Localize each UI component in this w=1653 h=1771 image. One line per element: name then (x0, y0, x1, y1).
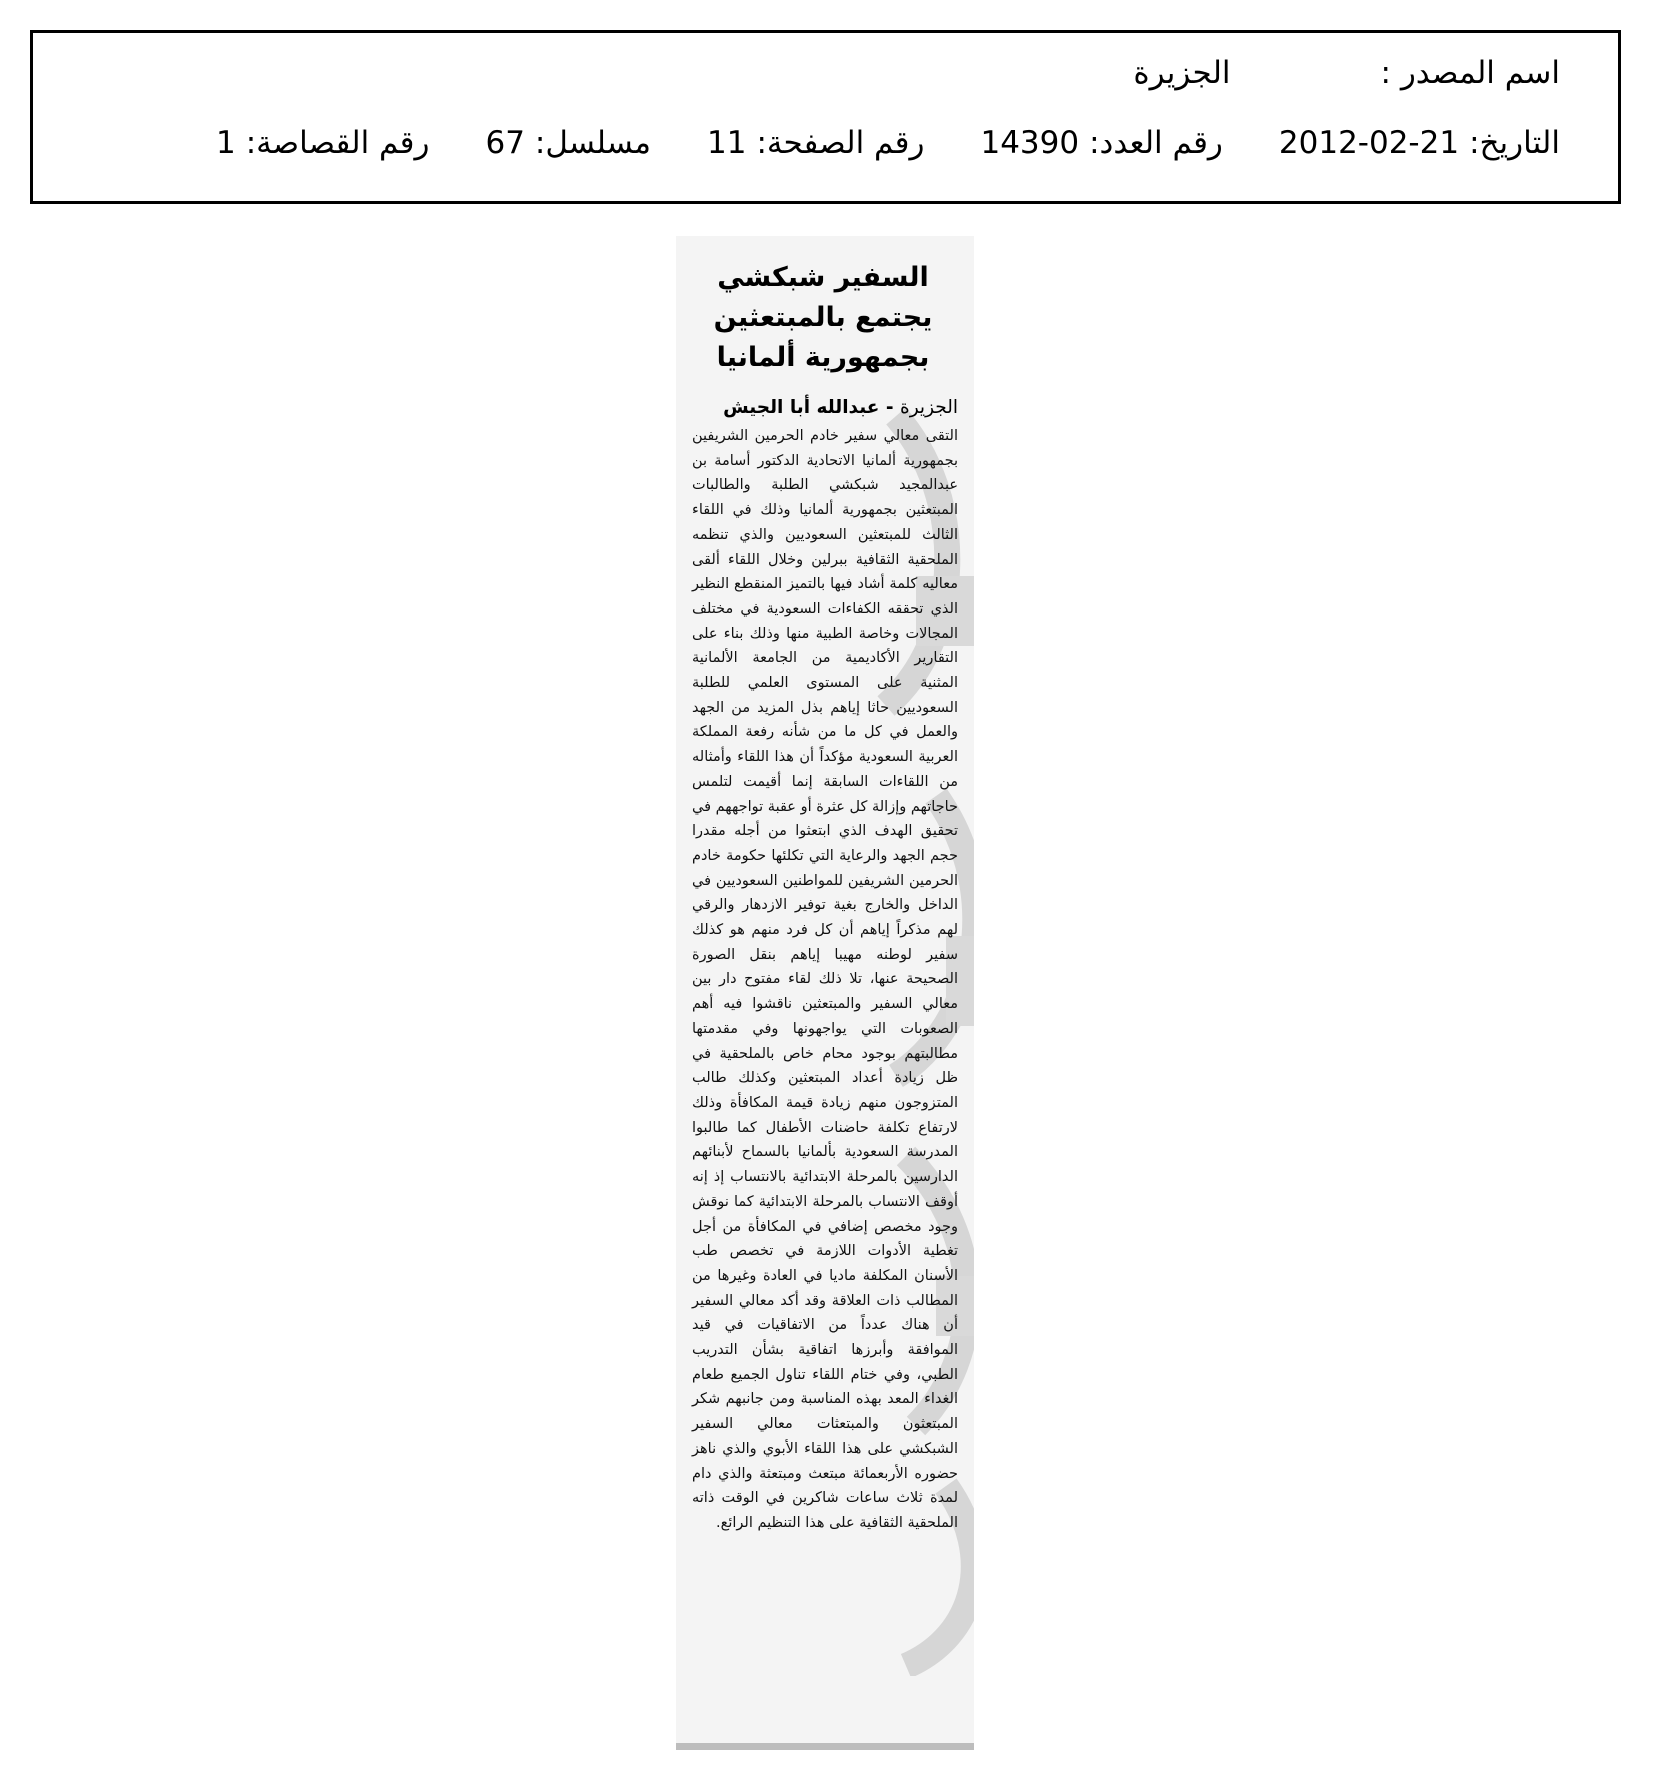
page-label: رقم الصفحة: (756, 125, 925, 161)
byline-author: - عبدالله أبا الجيش (723, 397, 894, 418)
issue-field (980, 125, 1222, 161)
serial-label: مسلسل: (534, 125, 652, 161)
clipping-metadata-box (30, 30, 1621, 204)
serial-field (485, 125, 651, 161)
clipping-bottom-rule (676, 1743, 974, 1750)
byline-paper: الجزيرة (900, 397, 958, 418)
article-headline: السفير شبكشي يجتمع بالمبتعثين بجمهورية ألمانيا (713, 262, 933, 373)
page-field (707, 125, 924, 161)
date-label: التاريخ: (1469, 125, 1560, 161)
source-row (1133, 55, 1560, 91)
clip-number-field (216, 125, 429, 161)
issue-value: 14390 (980, 125, 1080, 161)
source-value: الجزيرة (1133, 55, 1231, 91)
page-value: 11 (707, 125, 747, 161)
article-body: التقى معالي سفير خادم الحرمين الشريفين بجمهورية ألمانيا الاتحادية الدكتور أسامة بن عبدالمجيد شبكشي الطلبة والطالبات المبتعثين بجمهورية ألمانيا وذلك في اللقاء الثالث للمبتعثين السعوديين والذي تنظمه الملحقية الثقافية ببرلين وخلال اللقاء ألقى معاليه كلمة أشاد فيها بالتميز المنقطع النظير الذي تحققه الكفاءات السعودية في مختلف المجالات وخاصة الطبية منها وذلك بناء على التقارير الأكاديمية من الجامعة الألمانية المثنية على المستوى العلمي للطلبة السعوديين حاثا إياهم بذل المزيد من الجهد والعمل في كل ما من شأنه رفعة المملكة العربية السعودية مؤكداً أن هذا اللقاء وأمثاله من اللقاءات السابقة إنما أقيمت لتلمس حاجاتهم وإزالة كل عثرة أو عقبة تواجههم في تحقيق الهدف الذي ابتعثوا من أجله مقدرا حجم الجهد والرعاية التي تكلئها حكومة خادم الحرمين الشريفين للمواطنين السعوديين في الداخل والخارج بغية توفير الازدهار والرقي لهم مذكراً إياهم أن كل فرد منهم هو كذلك سفير لوطنه مهيبا إياهم بنقل الصورة الصحيحة عنها، تلا ذلك لقاء مفتوح دار بين معالي السفير والمبتعثين ناقشوا فيه أهم الصعوبات التي يواجهونها وفي مقدمتها مطالبتهم بوجود محام خاص بالملحقية في ظل زيادة أعداد المبتعثين وكذلك طالب المتزوجون منهم زيادة قيمة المكافأة وذلك لارتفاع تكلفة حاضنات الأطفال كما طالبوا المدرسة السعودية بألمانيا بالسماح لأبنائهم الدارسين بالمرحلة الابتدائية بالانتساب إذ إنه أوقف الانتساب بالمرحلة الابتدائية كما نوقش وجود مخصص إضافي في المكافأة من أجل تغطية الأدوات اللازمة في تخصص طب الأسنان المكلفة ماديا في العادة وغيرها من المطالب ذات العلاقة وقد أكد معالي السفير أن هناك عدداً من الاتفاقيات في قيد الموافقة وأبرزها اتفاقية بشأن التدريب الطبي، وفي ختام اللقاء تناول الجميع طعام الغداء المعد بهذه المناسبة ومن جانبهم شكر المبتعثون والمبتعثات معالي السفير الشبكشي على هذا اللقاء الأبوي والذي ناهز حضوره الأربعمائة مبتعث ومبتعثة والذي دام لمدة ثلاث ساعات شاكرين في الوقت ذاته الملحقية الثقافية على هذا التنظيم الرائع. (692, 428, 958, 1531)
date-field (1279, 125, 1560, 161)
clip-number-value: 1 (216, 125, 236, 161)
clip-number-label: رقم القصاصة: (245, 125, 430, 161)
source-label: اسم المصدر : (1380, 55, 1560, 91)
details-row (216, 125, 1560, 161)
newspaper-clipping (676, 236, 974, 1750)
issue-label: رقم العدد: (1089, 125, 1223, 161)
serial-value: 67 (485, 125, 525, 161)
article-byline (686, 394, 958, 422)
date-value: 2012-02-21 (1278, 125, 1460, 161)
